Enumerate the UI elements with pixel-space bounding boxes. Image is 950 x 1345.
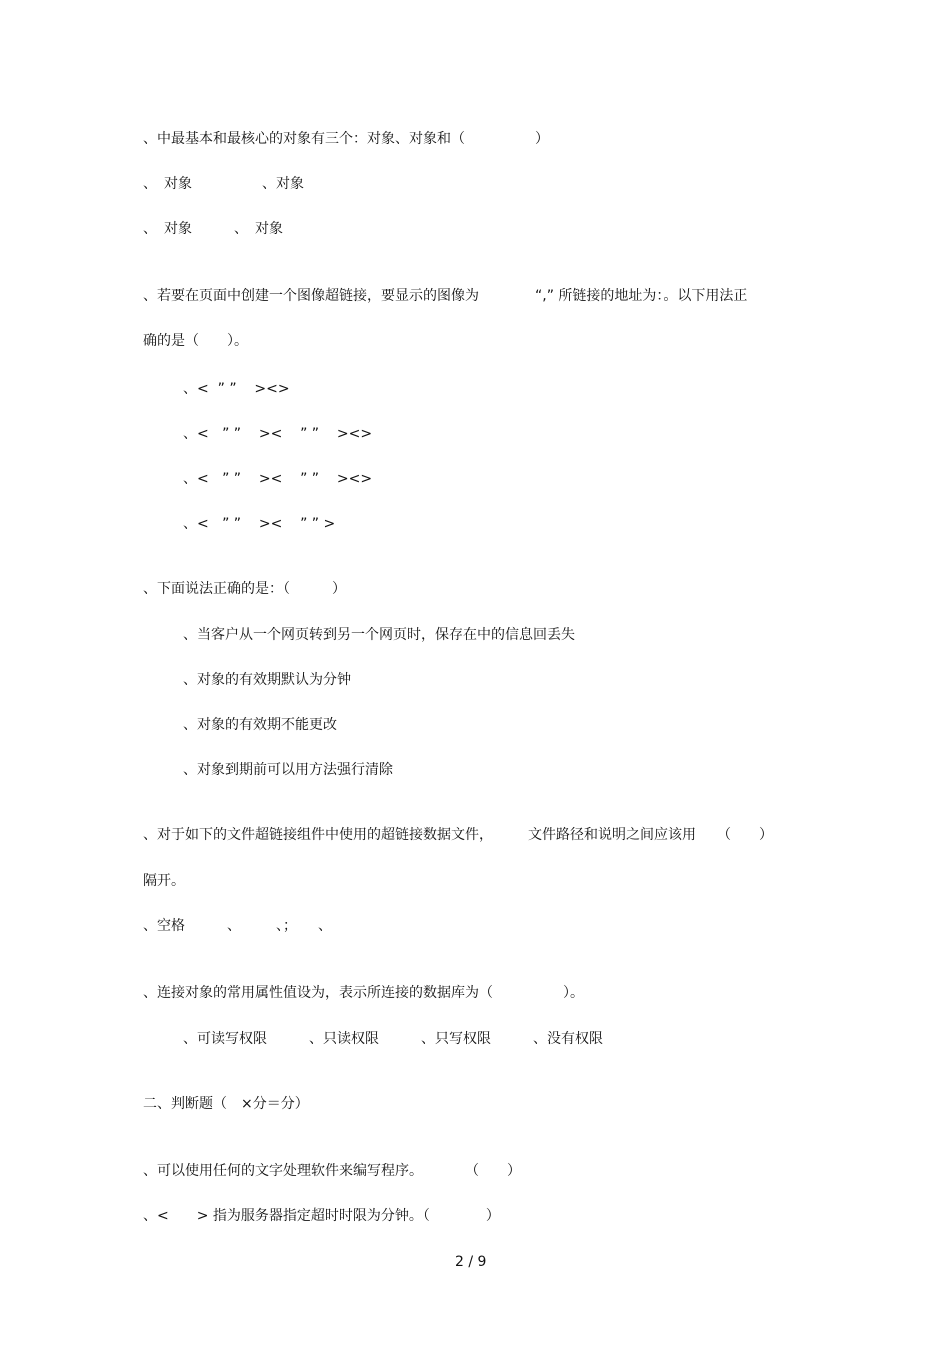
q3-option-a: 、当客户从一个网页转到另一个网页时，保存在中的信息回丢失: [183, 627, 575, 643]
q2-option-d: 、< ” ” >< ” ” >: [183, 516, 336, 532]
q3-option-d: 、对象到期前可以用方法强行清除: [183, 762, 393, 778]
q2-option-b: 、< ” ” >< ” ” ><>: [183, 426, 373, 442]
section-2-heading: 二、判断题（ ×分＝分）: [143, 1096, 309, 1112]
judgment-item-1: 、可以使用任何的文字处理软件来编写程序。 （ ）: [143, 1163, 521, 1179]
q4-stem: 、对于如下的文件超链接组件中使用的超链接数据文件， 文件路径和说明之间应该用 （ ）: [143, 827, 773, 843]
q2-option-c: 、< ” ” >< ” ” ><>: [183, 471, 373, 487]
judgment-item-2: 、< > 指为服务器指定超时时限为分钟。（ ）: [143, 1208, 500, 1224]
page-number: 2 / 9: [455, 1254, 487, 1270]
q5-stem: 、连接对象的常用属性值设为，表示所连接的数据库为（ ）。: [143, 985, 584, 1001]
q2-stem-continued: 确的是（ ）。: [143, 333, 248, 349]
q3-option-c: 、对象的有效期不能更改: [183, 717, 337, 733]
q2-option-a: 、< ” ” ><>: [183, 381, 290, 397]
q1-option-row-1: 、 对象 、对象: [143, 176, 304, 192]
q1-option-row-2: 、 对象 、 对象: [143, 221, 283, 237]
q1-stem: 、中最基本和最核心的对象有三个：对象、对象和（ ）: [143, 131, 549, 147]
q2-stem: 、若要在页面中创建一个图像超链接，要显示的图像为 “,” 所链接的地址为：。以下用法正: [143, 288, 748, 304]
q5-option-row: 、可读写权限 、只读权限 、只写权限 、没有权限: [183, 1031, 603, 1047]
q3-option-b: 、对象的有效期默认为分钟: [183, 672, 351, 688]
q3-stem: 、下面说法正确的是：（ ）: [143, 581, 346, 597]
q4-stem-continued: 隔开。: [143, 873, 185, 889]
q4-option-row: 、空格 、 、； 、: [143, 918, 332, 934]
